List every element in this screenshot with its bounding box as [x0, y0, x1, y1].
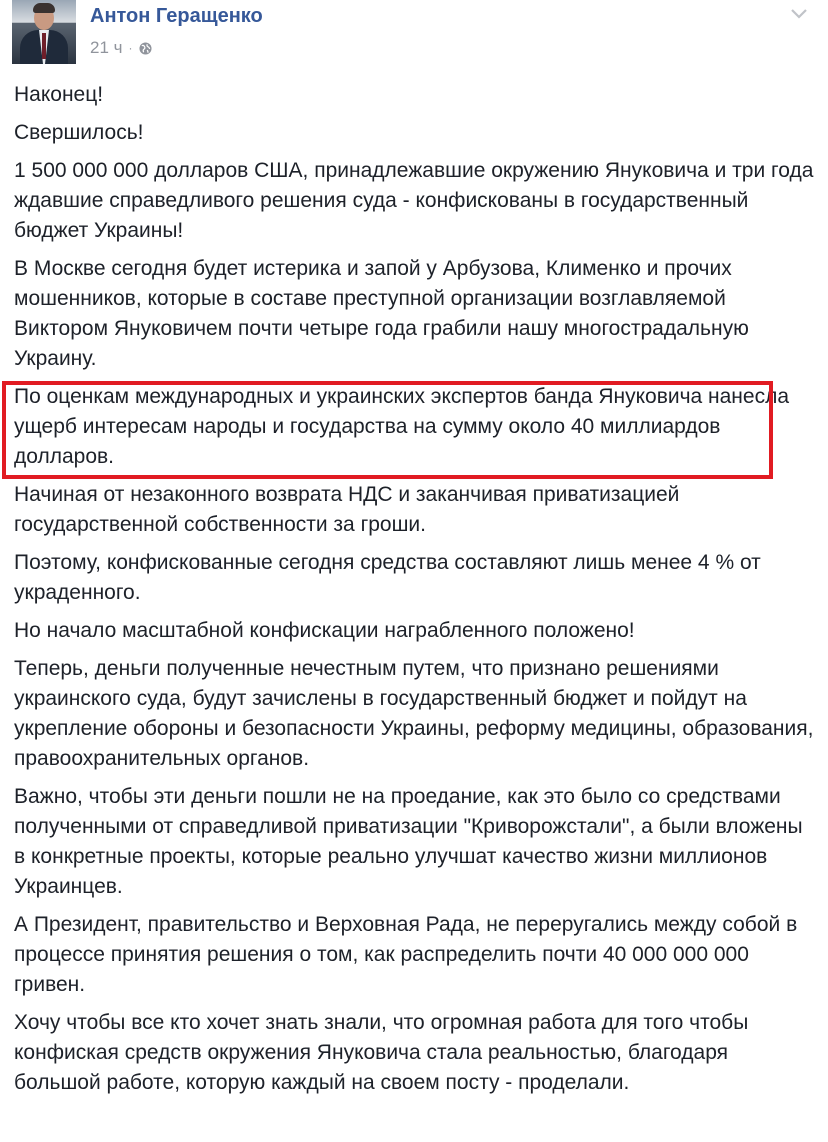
post-paragraph: Хочу чтобы все кто хочет знать знали, что огромная работа для того чтобы конфиская средств окружения Януковича стала реальностью, благодаря большой работе, которую каждый на своем посту - проделали.: [14, 1011, 749, 1094]
post-paragraph: Свершилось!: [14, 121, 144, 144]
post-paragraph: В Москве сегодня будет истерика и запой у Арбузова, Клименко и прочих мошенников, которые в составе преступной организации возглавляемой Виктором Януковичем почти четыре года грабили нашу многострадальную Украину.: [14, 257, 749, 370]
avatar[interactable]: [12, 0, 76, 64]
author-name[interactable]: Антон Геращенко: [90, 5, 263, 27]
post-paragraph: Теперь, деньги полученные нечестным путем, что признано решениями украинского суда, будут зачислены в государственный бюджет и пойдут на укрепление обороны и безопасности Украины, реформу медицины, образования, правоохранительных органов.: [14, 657, 814, 770]
post-time[interactable]: 21 ч: [90, 38, 123, 57]
chevron-down-icon[interactable]: [790, 8, 808, 20]
highlighted-paragraph: По оценкам международных и украинских экспертов банда Януковича нанесла ущерб интересам народы и государства на сумму около 40 миллиардов долларов.: [14, 385, 790, 468]
post-header: [12, 0, 816, 64]
post-paragraph: А Президент, правительство и Верховная Рада, не переругались между собой в процессе принятия решения о том, как распределить почти 40 000 000 000 гривен.: [14, 913, 798, 996]
post-paragraph: Начиная от незаконного возврата НДС и заканчивая приватизацией государственной собственности за гроши.: [14, 483, 680, 536]
post-paragraph: Наконец!: [14, 83, 104, 106]
post-paragraph: 1 500 000 000 долларов США, принадлежавшие окружению Януковича и три года ждавшие справедливого решения суда - конфискованы в государственный бюджет Украины!: [14, 159, 814, 242]
globe-icon[interactable]: [139, 42, 152, 55]
post-body: [14, 80, 814, 1106]
meta-separator: ·: [128, 41, 133, 55]
post-paragraph: Но начало масштабной конфискации награбленного положено!: [14, 619, 635, 642]
post-paragraph: Поэтому, конфискованные сегодня средства составляют лишь менее 4 % от украденного.: [14, 551, 761, 604]
post-paragraph: Важно, чтобы эти деньги пошли не на проедание, как это было со средствами полученными от справедливой приватизации "Криворожстали", а были вложены в конкретные проекты, которые реально улучшат качество жизни миллионов Украинцев.: [14, 785, 803, 898]
post-meta: [90, 38, 152, 58]
